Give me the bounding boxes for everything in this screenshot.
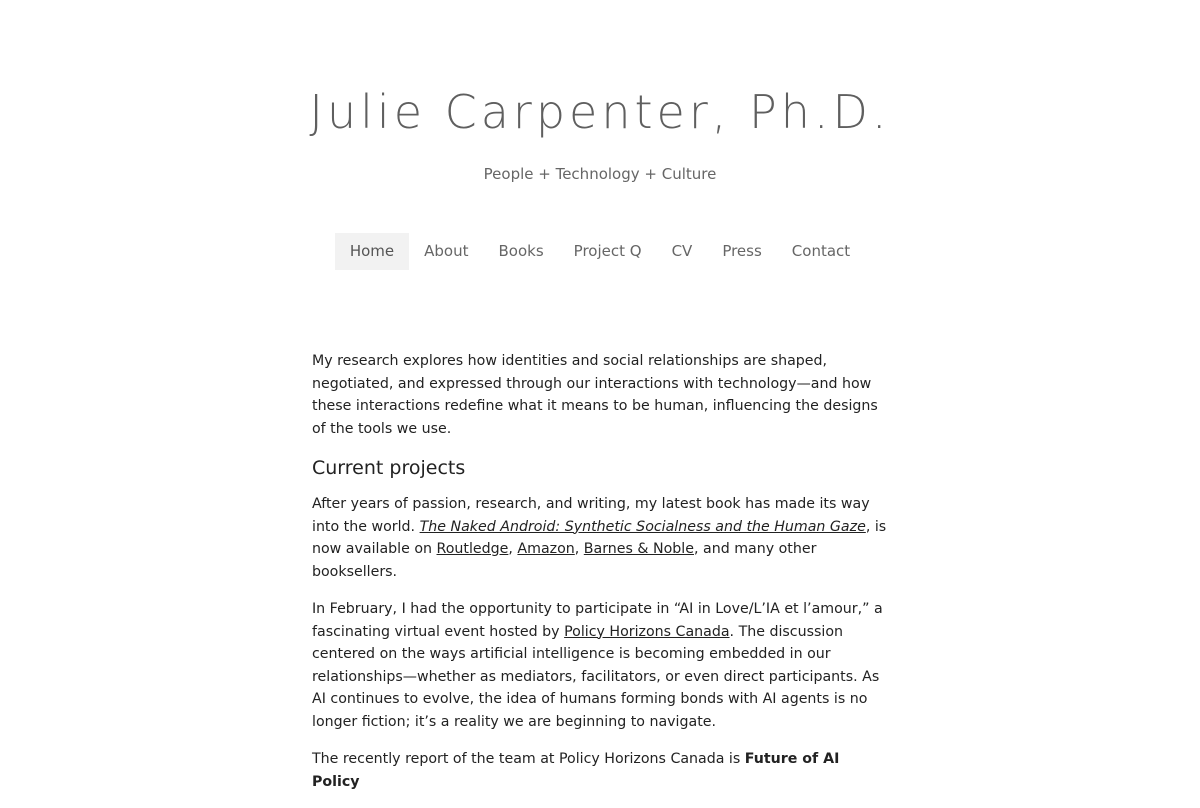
text-segment: The recently report of the team at Policy Horizons Canada is <box>312 751 745 767</box>
nav-item-contact[interactable]: Contact <box>791 242 851 260</box>
site-tagline: People + Technology + Culture <box>483 165 717 183</box>
current-projects-heading: Current projects <box>312 457 466 479</box>
report-paragraph <box>312 748 887 793</box>
intro-paragraph: My research explores how identities and social relationships are shaped, negotiated, and expressed through our interactions with technology—and how these interactions redefine what it means to be human, influencing the designs of the tools we use. <box>312 353 878 437</box>
nav-item-books[interactable]: Books <box>498 242 544 260</box>
barnes-noble-link[interactable]: Barnes & Noble <box>583 541 694 557</box>
text-segment: , is now available on <box>312 518 887 557</box>
report-title: Future of AI Policy <box>312 751 840 790</box>
nav-item-press[interactable]: Press <box>722 242 762 260</box>
event-paragraph <box>312 598 887 733</box>
site-title[interactable]: Julie Carpenter, Ph.D. <box>309 85 891 139</box>
nav-item-cv[interactable]: CV <box>671 242 693 260</box>
text-segment: , <box>508 541 518 557</box>
policy-horizons-link[interactable]: Policy Horizons Canada <box>564 623 730 640</box>
text-segment: After years of passion, research, and writing, my latest book has made its way into the world. <box>312 496 870 535</box>
book-title-link[interactable]: The Naked Android: Synthetic Socialness and the Human Gaze <box>419 518 866 535</box>
nav-item-project-q[interactable]: Project Q <box>573 242 642 260</box>
text-segment: . The discussion centered on the ways artificial intelligence is becoming embedded in our relationships—whether as mediators, facilitators, or even direct participants. As AI continues to evolve, the idea of humans forming bonds with AI agents is no longer fiction; it’s a reality we are beginning to navigate. <box>312 623 880 730</box>
nav-item-home[interactable]: Home <box>335 233 409 270</box>
nav-item-about[interactable]: About <box>424 242 469 260</box>
text-segment: , and many other booksellers. <box>312 541 817 580</box>
text-segment: , <box>574 541 584 557</box>
text-segment: In February, I had the opportunity to participate in “AI in Love/L’IA et l’amour,” a fascinating virtual event hosted by <box>312 601 883 640</box>
routledge-link[interactable]: Routledge <box>436 541 509 557</box>
main-content <box>312 350 887 808</box>
main-navigation <box>0 233 1200 270</box>
amazon-link[interactable]: Amazon <box>517 541 575 557</box>
book-announcement-paragraph <box>312 493 887 583</box>
